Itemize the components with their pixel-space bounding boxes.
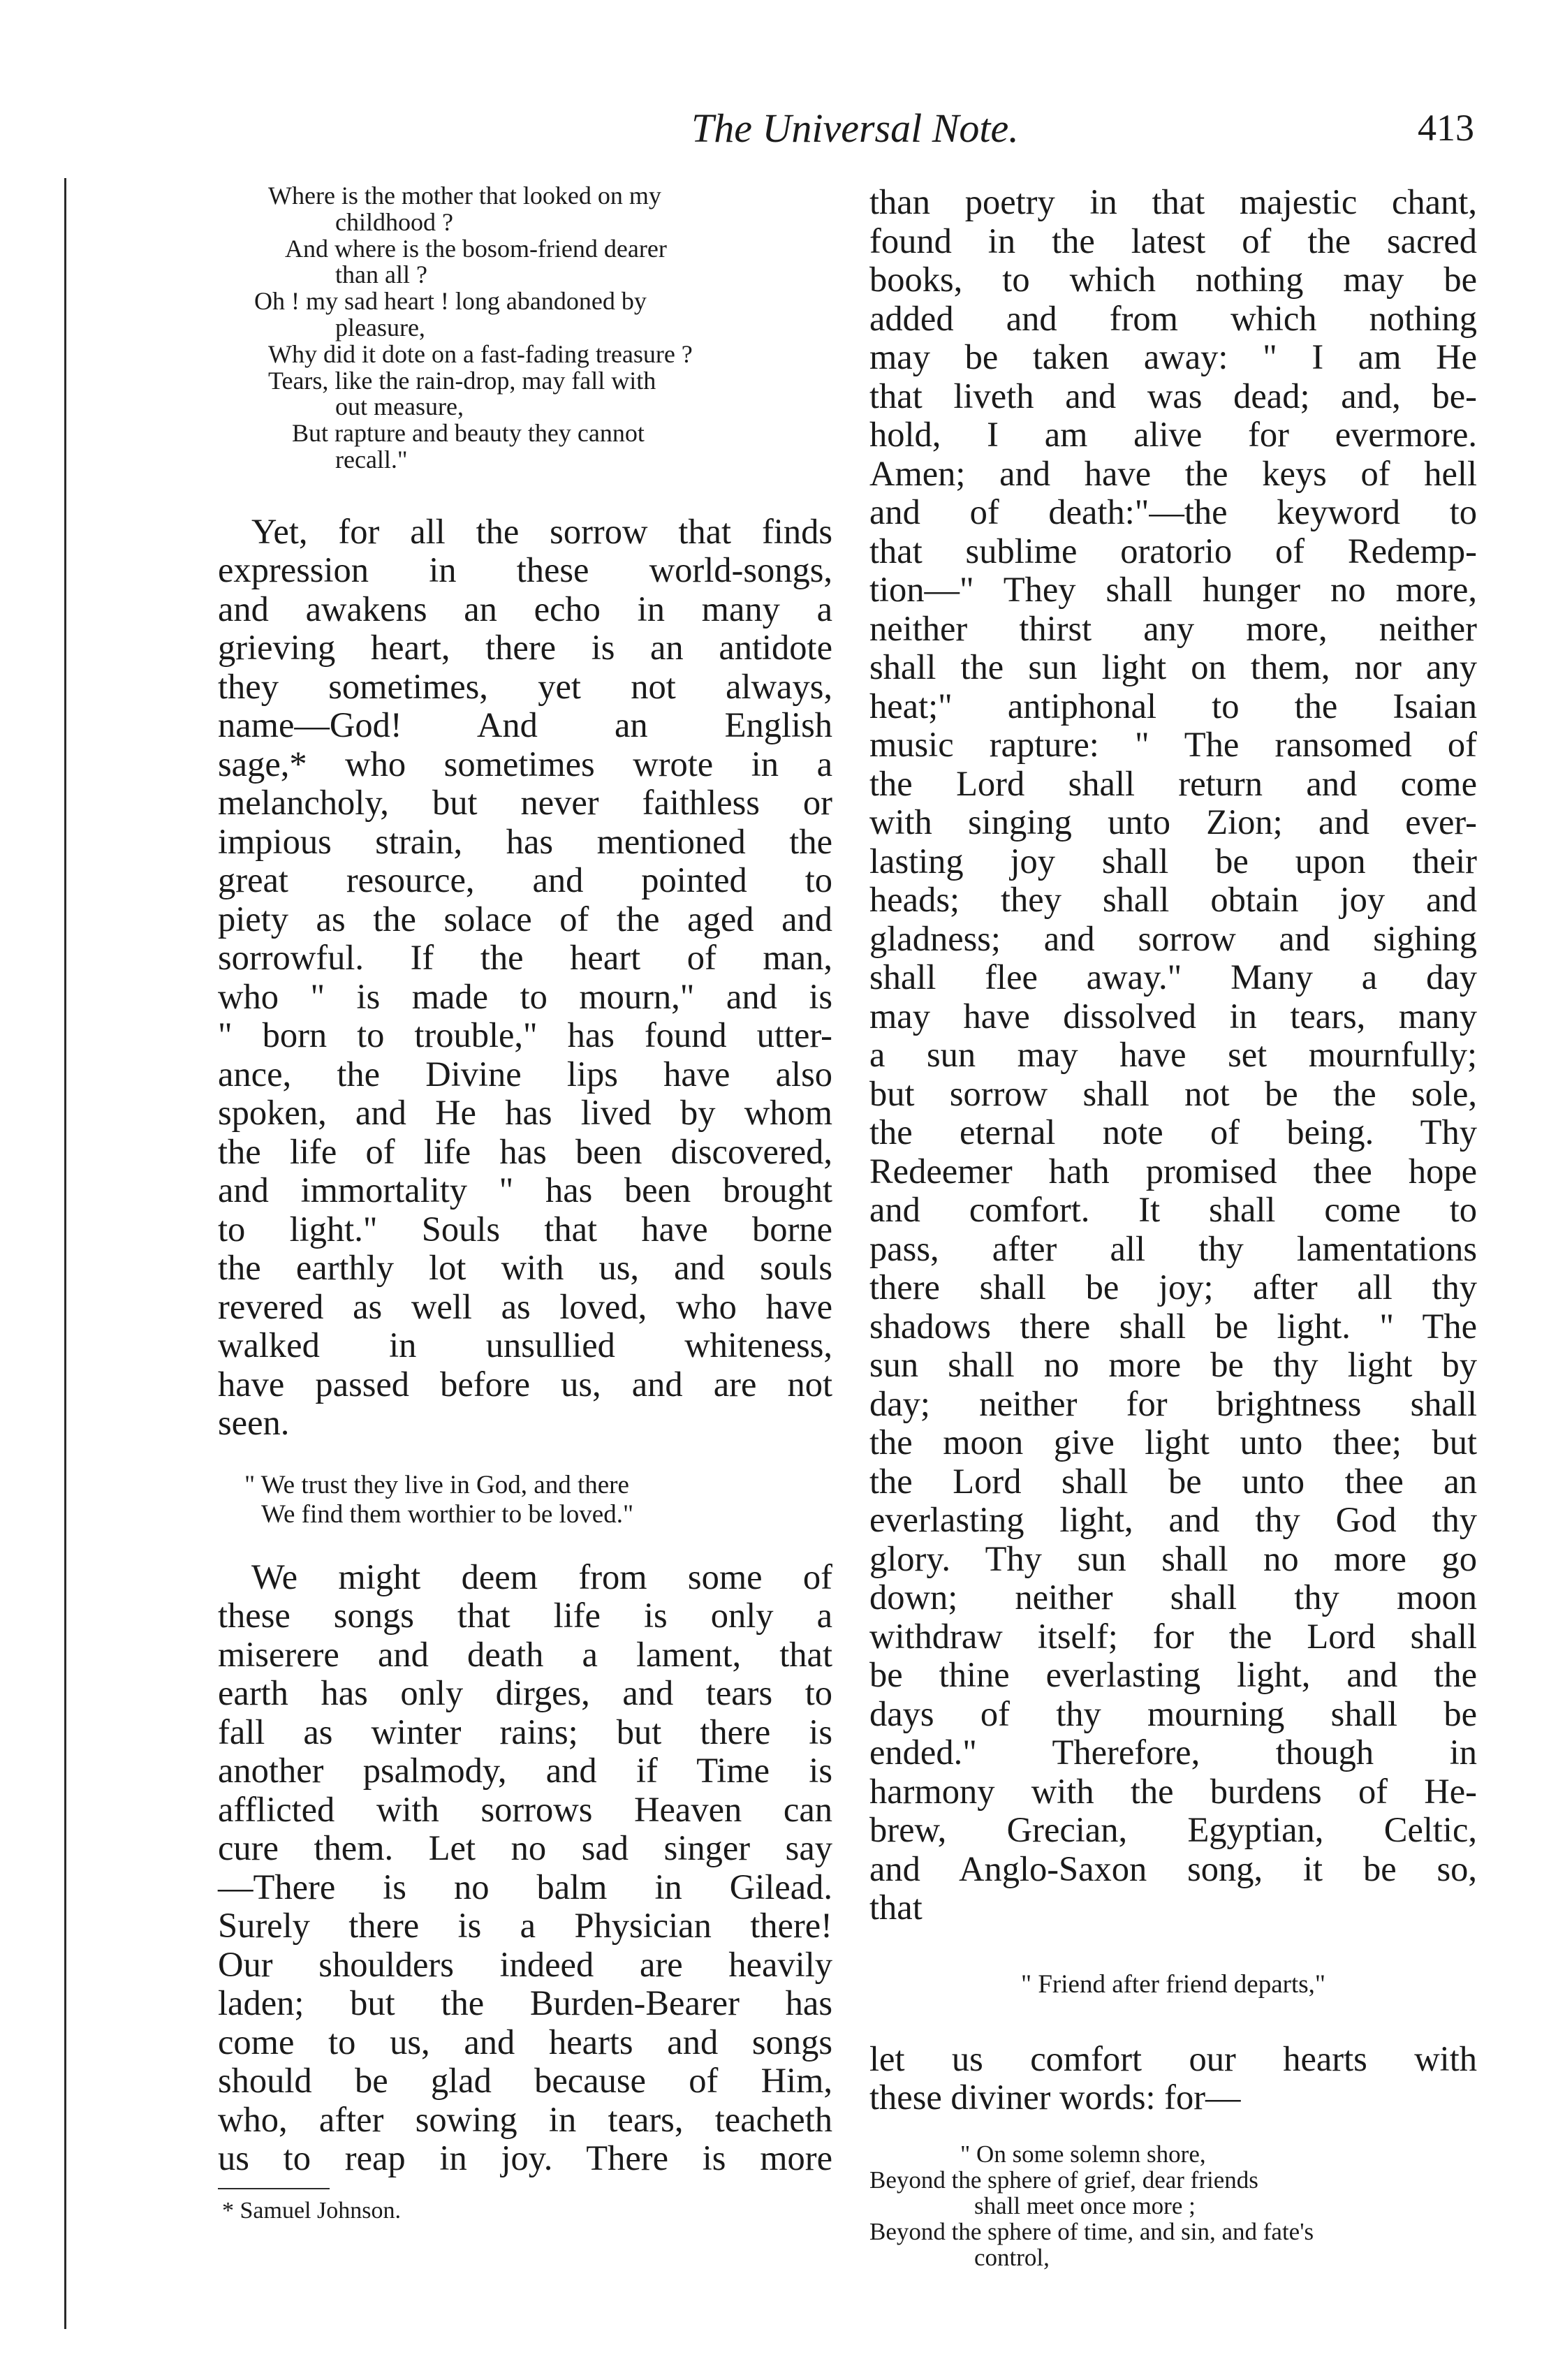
text-line: added and from which nothing bbox=[869, 298, 1477, 338]
text-line: harmony with the burdens of He- bbox=[869, 1771, 1477, 1811]
opening-verse bbox=[218, 183, 832, 473]
text-line: the earthly lot with us, and souls bbox=[218, 1248, 832, 1288]
text-line: shall the sun light on them, nor any bbox=[869, 647, 1477, 686]
text-line: these songs that life is only a bbox=[218, 1596, 832, 1636]
text-line: cure them. Let no sad singer say bbox=[218, 1828, 832, 1868]
text-line: a sun may have set mournfully; bbox=[869, 1035, 1477, 1074]
text-line: laden; but the Burden-Bearer has bbox=[218, 1983, 832, 2023]
text-line: glory. Thy sun shall no more go bbox=[869, 1538, 1477, 1578]
text-line: the Lord shall return and come bbox=[869, 763, 1477, 803]
text-line: than poetry in that majestic chant, bbox=[869, 182, 1477, 221]
text-line: hold, I am alive for evermore. bbox=[869, 415, 1477, 454]
verse-line: control, bbox=[974, 2243, 1050, 2271]
text-line: pass, after all thy lamentations bbox=[869, 1228, 1477, 1268]
paragraph-comfort bbox=[869, 2040, 1477, 2117]
page-number: 413 bbox=[1418, 107, 1474, 149]
text-line: come to us, and hearts and songs bbox=[218, 2022, 832, 2062]
text-line: brew, Grecian, Egyptian, Celtic, bbox=[869, 1810, 1477, 1849]
text-line: walked in unsullied whiteness, bbox=[218, 1325, 832, 1365]
verse-line: Where is the mother that looked on my bbox=[268, 182, 661, 210]
text-line: us to reap in joy. There is more bbox=[218, 2138, 832, 2178]
text-line: sage,* who sometimes wrote in a bbox=[218, 744, 832, 784]
text-line: earth has only dirges, and tears to bbox=[218, 1673, 832, 1713]
verse-line: shall meet once more ; bbox=[974, 2191, 1196, 2219]
text-line: heat;" antiphonal to the Isaian bbox=[869, 686, 1477, 726]
text-line: the Lord shall be unto thee an bbox=[869, 1461, 1477, 1501]
text-line: We might deem from some of bbox=[251, 1557, 832, 1596]
paragraph-sorrow bbox=[218, 513, 832, 1443]
verse-line: " On some solemn shore, bbox=[960, 2140, 1206, 2168]
text-line: neither thirst any more, neither bbox=[869, 608, 1477, 648]
paragraph-psalmody bbox=[218, 1558, 832, 2178]
verse-line: pleasure, bbox=[335, 313, 425, 341]
text-line: shadows there shall be light. " The bbox=[869, 1306, 1477, 1346]
text-line: the life of life has been discovered, bbox=[218, 1131, 832, 1171]
verse-line: Beyond the sphere of time, and sin, and fate's bbox=[869, 2217, 1314, 2245]
text-line: music rapture: " The ransomed of bbox=[869, 725, 1477, 764]
text-line: seen. bbox=[218, 1403, 290, 1443]
text-line: to light." Souls that have borne bbox=[218, 1209, 832, 1249]
text-line: sun shall no more be thy light by bbox=[869, 1345, 1477, 1384]
verse-line: Tears, like the rain-drop, may fall with bbox=[268, 366, 656, 395]
text-line: grieving heart, there is an antidote bbox=[218, 628, 832, 668]
text-line: with singing unto Zion; and ever- bbox=[869, 802, 1477, 842]
text-line: —There is no balm in Gilead. bbox=[218, 1867, 832, 1907]
text-line: and of death:"—the keyword to bbox=[869, 492, 1477, 531]
footnote: * Samuel Johnson. bbox=[222, 2197, 401, 2224]
text-line: gladness; and sorrow and sighing bbox=[869, 918, 1477, 958]
verse-line: childhood ? bbox=[335, 207, 453, 236]
verse-line: Why did it dote on a fast-fading treasure ? bbox=[268, 339, 693, 368]
verse-line: " We trust they live in God, and there bbox=[244, 1470, 629, 1499]
text-line: should be glad because of Him, bbox=[218, 2061, 832, 2101]
verse-line: And where is the bosom-friend dearer bbox=[285, 234, 667, 263]
text-line: they sometimes, yet not always, bbox=[218, 666, 832, 706]
verse-line: than all ? bbox=[335, 260, 427, 289]
text-line: be thine everlasting light, and the bbox=[869, 1655, 1477, 1694]
quoted-couplet bbox=[218, 1471, 832, 1530]
text-line: sorrowful. If the heart of man, bbox=[218, 938, 832, 978]
text-line: but sorrow shall not be the sole, bbox=[869, 1073, 1477, 1113]
text-line: name—God! And an English bbox=[218, 705, 832, 745]
verse-line: Oh ! my sad heart ! long abandoned by bbox=[254, 287, 647, 316]
text-line: afflicted with sorrows Heaven can bbox=[218, 1789, 832, 1829]
text-line: and Anglo-Saxon song, it be so, bbox=[869, 1849, 1477, 1888]
text-line: expression in these world-songs, bbox=[218, 550, 832, 590]
text-line: down; neither shall thy moon bbox=[869, 1578, 1477, 1617]
running-title: The Universal Note. bbox=[691, 105, 1019, 151]
text-line: Amen; and have the keys of hell bbox=[869, 453, 1477, 493]
margin-rule bbox=[64, 178, 66, 2329]
text-line: and immortality " has been brought bbox=[218, 1170, 832, 1210]
text-line: books, to which nothing may be bbox=[869, 260, 1477, 299]
text-line: have passed before us, and are not bbox=[218, 1364, 832, 1404]
text-line: fall as winter rains; but there is bbox=[218, 1712, 832, 1751]
text-line: these diviner words: for— bbox=[869, 2078, 1241, 2117]
text-line: there shall be joy; after all thy bbox=[869, 1268, 1477, 1307]
closing-verse bbox=[869, 2141, 1477, 2270]
verse-line: But rapture and beauty they cannot bbox=[292, 419, 645, 448]
text-line: everlasting light, and thy God thy bbox=[869, 1500, 1477, 1539]
text-line: lasting joy shall be upon their bbox=[869, 841, 1477, 881]
verse-line: out measure, bbox=[335, 392, 464, 421]
text-line: the moon give light unto thee; but bbox=[869, 1423, 1477, 1462]
text-line: great resource, and pointed to bbox=[218, 860, 832, 900]
text-line: heads; they shall obtain joy and bbox=[869, 880, 1477, 919]
text-line: ended." Therefore, though in bbox=[869, 1733, 1477, 1772]
text-line: that bbox=[869, 1888, 923, 1927]
text-line: tion—" They shall hunger no more, bbox=[869, 570, 1477, 609]
text-line: that liveth and was dead; and, be- bbox=[869, 376, 1477, 416]
text-line: " born to trouble," has found utter- bbox=[218, 1015, 832, 1055]
verse-line: recall." bbox=[335, 445, 408, 473]
text-line: impious strain, has mentioned the bbox=[218, 821, 832, 861]
text-line: Our shoulders indeed are heavily bbox=[218, 1944, 832, 1984]
text-line: found in the latest of the sacred bbox=[869, 221, 1477, 260]
text-line: another psalmody, and if Time is bbox=[218, 1751, 832, 1791]
text-line: Yet, for all the sorrow that finds bbox=[251, 511, 832, 551]
text-line: the eternal note of being. Thy bbox=[869, 1112, 1477, 1152]
text-line: who, after sowing in tears, teacheth bbox=[218, 2099, 832, 2139]
text-line: miserere and death a lament, that bbox=[218, 1634, 832, 1674]
text-line: Surely there is a Physician there! bbox=[218, 1906, 832, 1946]
text-line: withdraw itself; for the Lord shall bbox=[869, 1616, 1477, 1656]
verse-line: We find them worthier to be loved." bbox=[261, 1500, 634, 1529]
text-line: and awakens an echo in many a bbox=[218, 589, 832, 629]
text-line: may have dissolved in tears, many bbox=[869, 996, 1477, 1036]
text-line: may be taken away: " I am He bbox=[869, 337, 1477, 376]
text-line: let us comfort our hearts with bbox=[869, 2039, 1477, 2078]
text-line: shall flee away." Many a day bbox=[869, 957, 1477, 997]
right-column bbox=[869, 183, 1477, 2270]
text-line: revered as well as loved, who have bbox=[218, 1286, 832, 1326]
running-head bbox=[0, 105, 1565, 161]
verse-line: Beyond the sphere of grief, dear friends bbox=[869, 2166, 1258, 2194]
text-line: that sublime oratorio of Redemp- bbox=[869, 531, 1477, 571]
left-column bbox=[218, 183, 832, 2224]
text-line: days of thy mourning shall be bbox=[869, 1694, 1477, 1733]
text-line: ance, the Divine lips have also bbox=[218, 1054, 832, 1094]
text-line: Redeemer hath promised thee hope bbox=[869, 1151, 1477, 1191]
text-line: spoken, and He has lived by whom bbox=[218, 1093, 832, 1133]
text-line: who " is made to mourn," and is bbox=[218, 976, 832, 1016]
text-line: day; neither for brightness shall bbox=[869, 1383, 1477, 1423]
footnote-rule bbox=[218, 2188, 330, 2189]
text-line: melancholy, but never faithless or bbox=[218, 783, 832, 823]
text-line: and comfort. It shall come to bbox=[869, 1190, 1477, 1229]
paragraph-chant bbox=[869, 183, 1477, 1927]
centered-quote: " Friend after friend departs," bbox=[1020, 1969, 1325, 1999]
text-line: piety as the solace of the aged and bbox=[218, 899, 832, 939]
